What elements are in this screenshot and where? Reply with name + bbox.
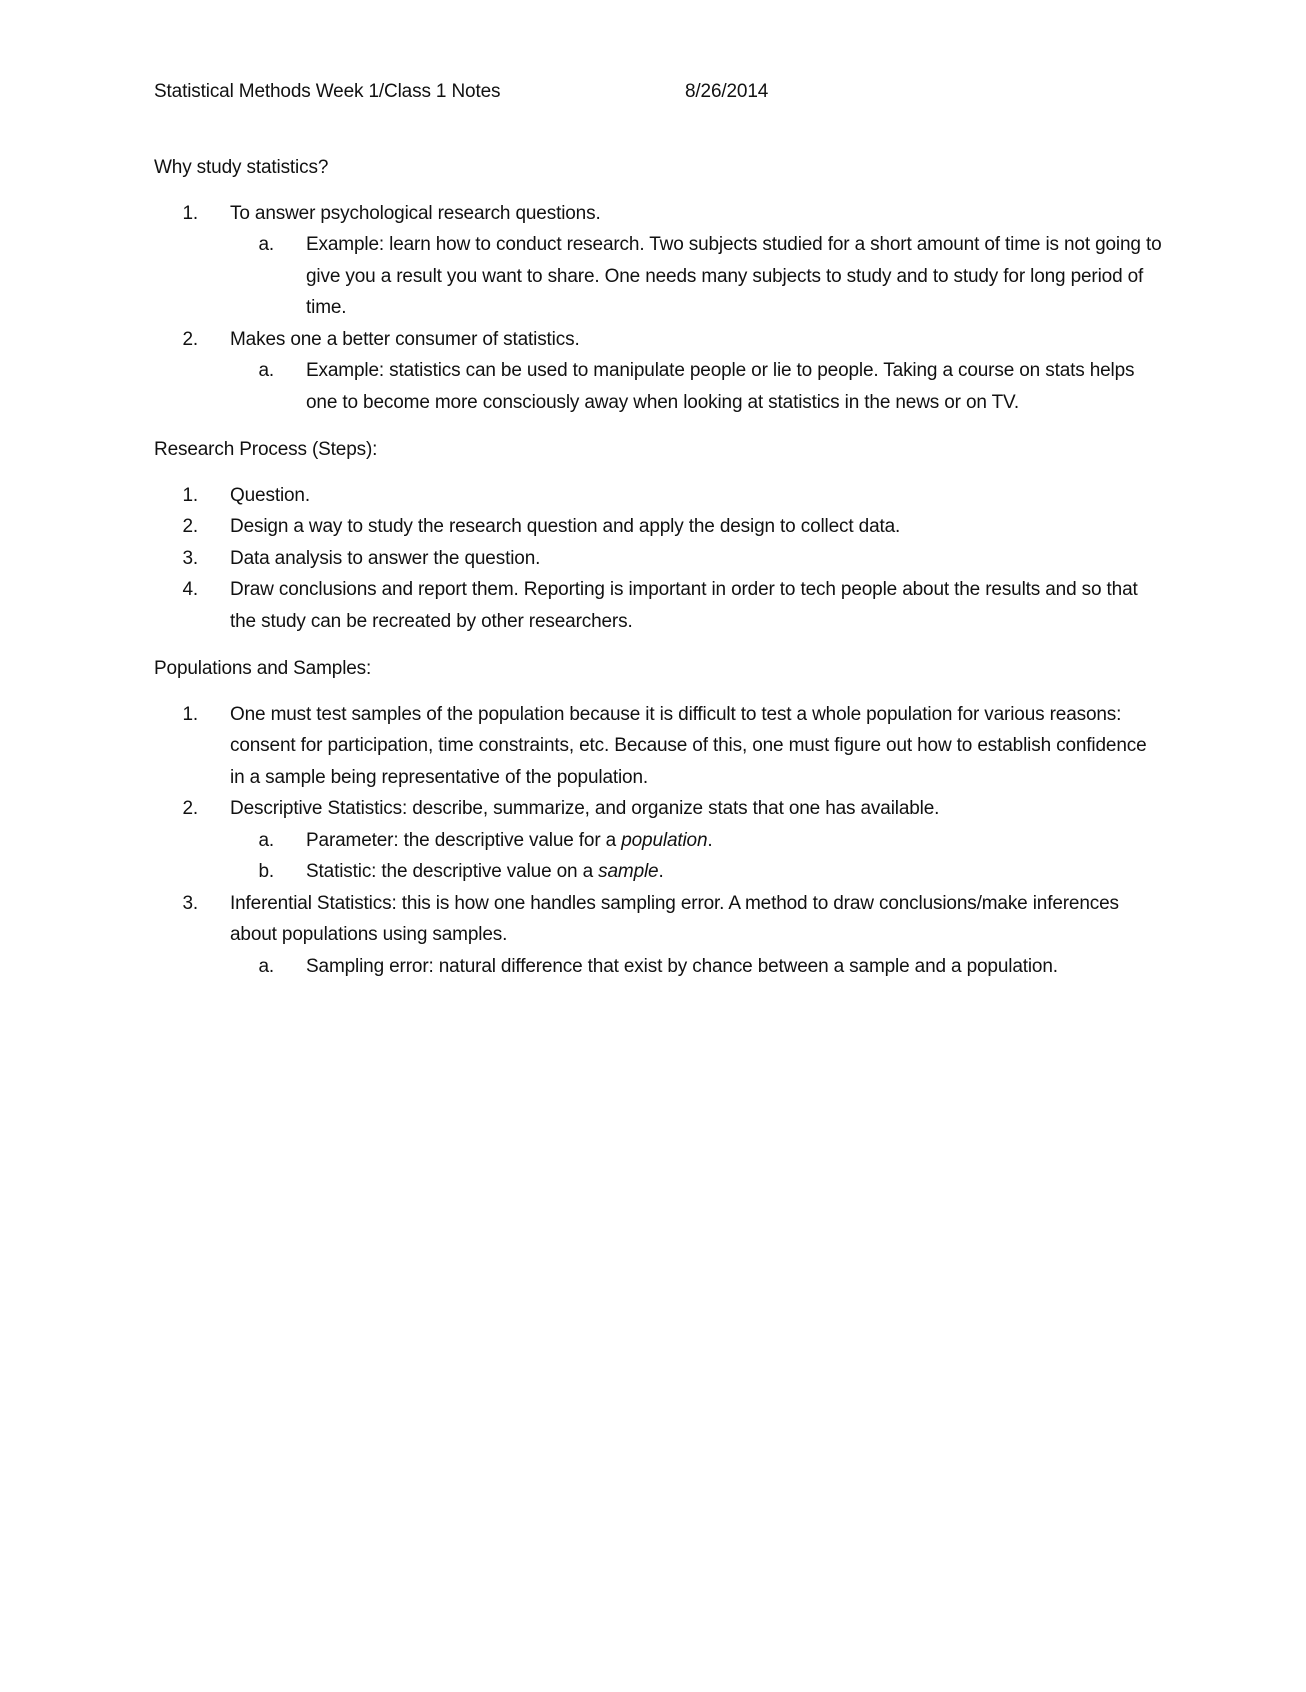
sub-list-item-text-suffix: . xyxy=(707,829,713,851)
numbered-list xyxy=(154,198,1164,419)
list-item-text: Question. xyxy=(230,484,310,506)
list-item xyxy=(154,324,1164,419)
list-item-text: One must test samples of the population because it is difficult to test a whole population for various reasons: consent for participation, time constraints, etc. Because of this, one must figure out how to establish confidence in a sample being representative of the population. xyxy=(230,703,1147,788)
sub-list-item-text: Sampling error: natural difference that exist by chance between a sample and a population. xyxy=(306,955,1058,977)
sub-list-marker: b. xyxy=(258,861,274,882)
list-item xyxy=(154,511,1164,543)
sub-list-item-text-prefix: Statistic: the descriptive value on a xyxy=(306,861,599,882)
sub-list-marker: a. xyxy=(258,829,274,851)
section-heading: Populations and Samples: xyxy=(154,658,372,679)
list-item xyxy=(154,793,1164,888)
list-item xyxy=(154,699,1164,794)
list-item-text: Inferential Statistics: this is how one handles sampling error. A method to draw conclusions/make inferences about populations using samples. xyxy=(230,892,1119,945)
list-item-text: Descriptive Statistics: describe, summarize, and organize stats that one has available. xyxy=(230,798,940,819)
sub-list-item-text: Example: statistics can be used to manipulate people or lie to people. Taking a course on stats helps one to become more consciously away when looking at statistics in the news or on TV. xyxy=(306,360,1135,413)
list-item-text: Makes one a better consumer of statistics. xyxy=(230,328,580,350)
list-marker: 3. xyxy=(182,892,198,914)
section-why-study-statistics xyxy=(154,152,1164,418)
lettered-list xyxy=(230,229,1164,324)
sub-list-marker: a. xyxy=(258,360,274,381)
lettered-list xyxy=(230,825,1164,888)
list-item-text: Data analysis to answer the question. xyxy=(230,547,541,569)
list-item xyxy=(154,543,1164,575)
list-marker: 2. xyxy=(182,328,198,350)
sub-list-item xyxy=(230,856,1164,888)
lettered-list xyxy=(230,355,1164,418)
lettered-list xyxy=(230,951,1164,983)
document-header xyxy=(154,76,1164,108)
list-item xyxy=(154,198,1164,324)
list-item-text: Design a way to study the research question and apply the design to collect data. xyxy=(230,516,901,537)
list-item xyxy=(154,888,1164,983)
list-marker: 4. xyxy=(182,579,198,600)
section-research-process xyxy=(154,434,1164,637)
sub-list-item xyxy=(230,825,1164,857)
sub-list-item-text-suffix: . xyxy=(658,861,664,882)
list-item xyxy=(154,480,1164,512)
section-populations-and-samples xyxy=(154,653,1164,982)
sub-list-item-text: Example: learn how to conduct research. Two subjects studied for a short amount of time is not going to give you a result you want to share. One needs many subjects to study and to study for long period of time. xyxy=(306,234,1162,318)
sub-list-item-text-prefix: Parameter: the descriptive value for a xyxy=(306,829,622,851)
list-marker: 1. xyxy=(182,703,198,725)
list-marker: 1. xyxy=(182,484,198,506)
sub-list-item-italic-term: population xyxy=(621,829,708,851)
sub-list-item-italic-term: sample xyxy=(598,861,659,882)
sub-list-item xyxy=(230,229,1164,324)
sub-list-item xyxy=(230,951,1164,983)
sub-list-marker: a. xyxy=(258,234,274,255)
sub-list-marker: a. xyxy=(258,955,274,977)
numbered-list xyxy=(154,699,1164,983)
sub-list-item xyxy=(230,355,1164,418)
section-heading: Why study statistics? xyxy=(154,157,329,178)
list-marker: 2. xyxy=(182,798,198,819)
numbered-list xyxy=(154,480,1164,638)
list-item-text: To answer psychological research questions. xyxy=(230,202,601,224)
list-marker: 1. xyxy=(182,202,198,224)
document-title: Statistical Methods Week 1/Class 1 Notes xyxy=(154,81,501,102)
list-marker: 3. xyxy=(182,547,198,569)
document-body xyxy=(154,76,1164,982)
list-item xyxy=(154,574,1164,637)
list-marker: 2. xyxy=(182,516,198,537)
section-heading: Research Process (Steps): xyxy=(154,439,378,460)
list-item-text: Draw conclusions and report them. Reporting is important in order to tech people about the results and so that the study can be recreated by other researchers. xyxy=(230,579,1138,632)
document-date: 8/26/2014 xyxy=(685,81,769,102)
